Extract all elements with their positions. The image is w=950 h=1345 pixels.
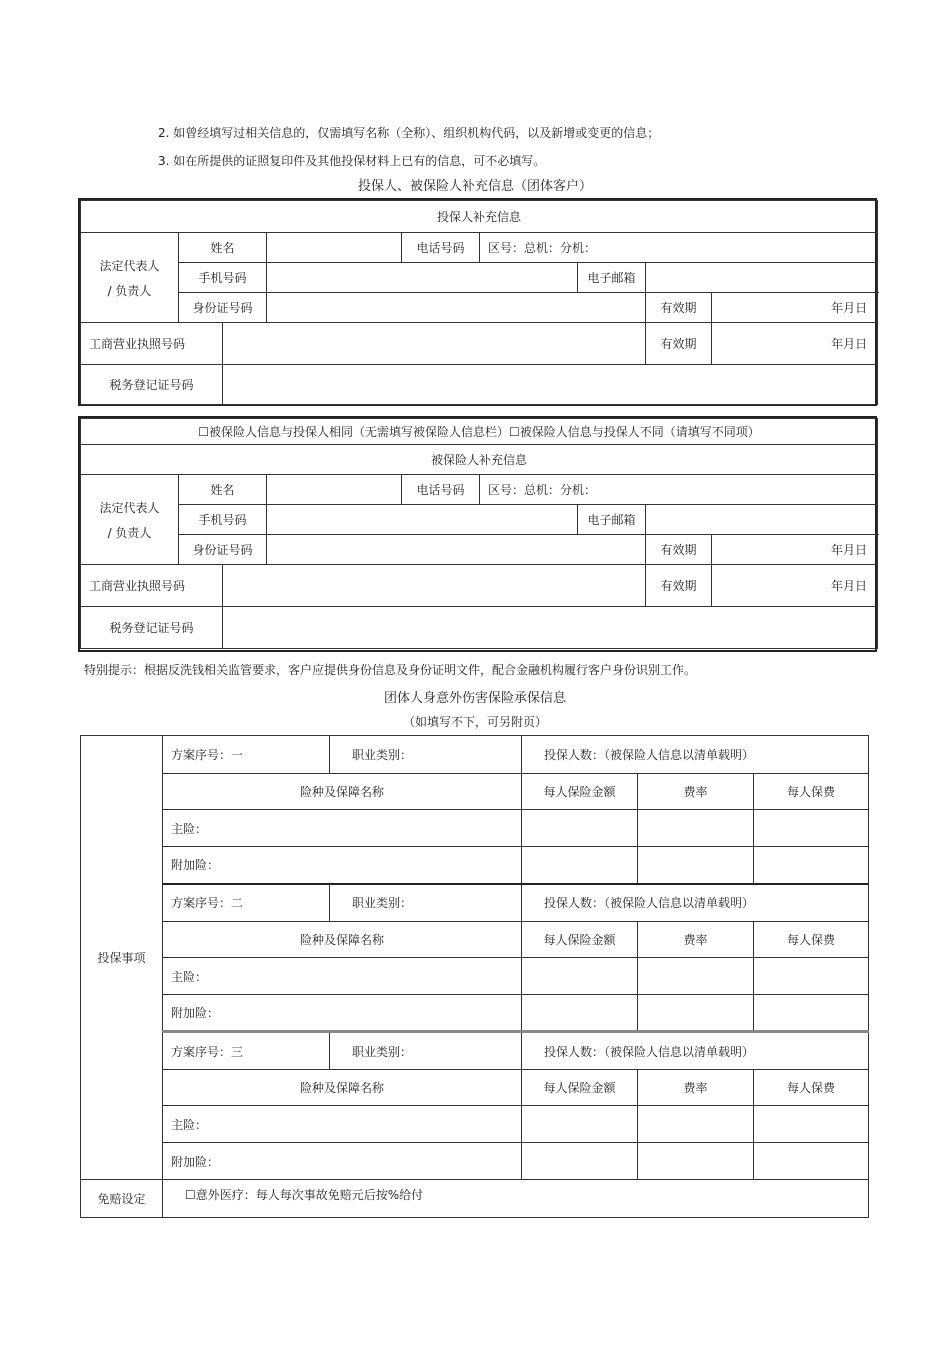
legal-rep-line2: / 负责人 (107, 283, 152, 298)
insured-biz-license-label: 工商营业执照号码 (81, 565, 223, 607)
col-coverage-name: 险种及保障名称 (163, 922, 522, 958)
applicant-mobile-boxes[interactable] (267, 263, 578, 293)
applicant-legal-rep-label (81, 233, 179, 323)
col-sum-insured: 每人保险金额 (522, 774, 638, 810)
premium-cell[interactable] (754, 847, 869, 884)
insured-header: 被保险人补充信息 (81, 445, 878, 475)
sum-insured-cell[interactable] (522, 1143, 638, 1180)
col-premium: 每人保费 (754, 922, 869, 958)
insured-count-field[interactable]: 投保人数：（被保险人信息以清单载明） (522, 1032, 869, 1070)
deductible-label: 免赔设定 (81, 1180, 163, 1218)
applicant-tax-label: 税务登记证号码 (81, 365, 223, 405)
main-coverage-field[interactable]: 主险： (163, 958, 522, 995)
insured-same-choice[interactable]: ☐被保险人信息与投保人相同（无需填写被保险人信息栏）☐被保险人信息与投保人不同（请填写不同项） (81, 419, 878, 445)
insured-id-boxes[interactable] (267, 535, 646, 565)
insured-id-label: 身份证号码 (179, 535, 267, 565)
col-sum-insured: 每人保险金额 (522, 922, 638, 958)
col-sum-insured: 每人保险金额 (522, 1070, 638, 1106)
applicant-biz-license-field[interactable] (223, 323, 646, 365)
note-3: 3. 如在所提供的证照复印件及其他投保材料上已有的信息，可不必填写。 (158, 154, 546, 168)
applicant-biz-validity-label: 有效期 (646, 323, 712, 365)
premium-cell[interactable] (754, 995, 869, 1032)
premium-cell[interactable] (754, 958, 869, 995)
insured-mobile-boxes[interactable] (267, 505, 578, 535)
group-subtitle: （如填写不下，可另附页） (402, 715, 547, 729)
applicant-phone-field[interactable]: 区号：总机：分机： (480, 233, 878, 263)
insured-legal-rep-label (81, 475, 179, 565)
applicant-mobile-label: 手机号码 (179, 263, 267, 293)
applicant-id-validity-label: 有效期 (646, 293, 712, 323)
insured-tax-label: 税务登记证号码 (81, 607, 223, 649)
occupation-field[interactable]: 职业类别： (330, 884, 522, 922)
legal-rep-line2: / 负责人 (107, 525, 152, 540)
addon-coverage-field[interactable]: 附加险： (163, 1143, 522, 1180)
col-rate: 费率 (638, 922, 754, 958)
note-2: 2. 如曾经填写过相关信息的，仅需填写名称（全称）、组织机构代码，以及新增或变更的信息； (158, 126, 660, 140)
coverage-section-label: 投保事项 (81, 736, 163, 1180)
insured-name-label: 姓名 (179, 475, 267, 505)
col-rate: 费率 (638, 1070, 754, 1106)
insured-biz-validity-label: 有效期 (646, 565, 712, 607)
applicant-name-field[interactable] (267, 233, 402, 263)
occupation-field[interactable]: 职业类别： (330, 1032, 522, 1070)
sum-insured-cell[interactable] (522, 995, 638, 1032)
insured-mobile-label: 手机号码 (179, 505, 267, 535)
applicant-id-label: 身份证号码 (179, 293, 267, 323)
addon-coverage-field[interactable]: 附加险： (163, 847, 522, 884)
col-premium: 每人保费 (754, 774, 869, 810)
sum-insured-cell[interactable] (522, 958, 638, 995)
insured-biz-validity-field[interactable]: 年月日 (712, 565, 878, 607)
applicant-id-validity-field[interactable]: 年月日 (712, 293, 878, 323)
special-note: 特别提示：根据反洗钱相关监管要求，客户应提供身份信息及身份证明文件，配合金融机构履行客户身份识别工作。 (84, 663, 697, 677)
plan-no: 方案序号：一 (163, 736, 330, 774)
applicant-id-boxes[interactable] (267, 293, 646, 323)
sum-insured-cell[interactable] (522, 810, 638, 847)
insured-block (78, 416, 877, 652)
sum-insured-cell[interactable] (522, 1106, 638, 1143)
coverage-table (80, 735, 869, 1218)
insured-phone-label: 电话号码 (402, 475, 480, 505)
applicant-email-label: 电子邮箱 (578, 263, 646, 293)
rate-cell[interactable] (638, 958, 754, 995)
addon-coverage-field[interactable]: 附加险： (163, 995, 522, 1032)
insured-tax-field[interactable] (223, 607, 878, 649)
supp-info-title: 投保人、被保险人补充信息（团体客户） (357, 179, 592, 194)
col-coverage-name: 险种及保障名称 (163, 1070, 522, 1106)
legal-rep-line1: 法定代表人 (99, 258, 160, 273)
premium-cell[interactable] (754, 1106, 869, 1143)
insured-biz-license-field[interactable] (223, 565, 646, 607)
rate-cell[interactable] (638, 1143, 754, 1180)
col-premium: 每人保费 (754, 1070, 869, 1106)
insured-id-validity-label: 有效期 (646, 535, 712, 565)
applicant-block (78, 198, 877, 406)
insured-name-field[interactable] (267, 475, 402, 505)
rate-cell[interactable] (638, 1106, 754, 1143)
rate-cell[interactable] (638, 995, 754, 1032)
plan-no: 方案序号：二 (163, 884, 330, 922)
rate-cell[interactable] (638, 847, 754, 884)
rate-cell[interactable] (638, 810, 754, 847)
applicant-biz-license-label: 工商营业执照号码 (81, 323, 223, 365)
applicant-header: 投保人补充信息 (81, 201, 878, 233)
plan-no: 方案序号：三 (163, 1032, 330, 1070)
insured-email-field[interactable] (646, 505, 878, 535)
insured-id-validity-field[interactable]: 年月日 (712, 535, 878, 565)
applicant-name-label: 姓名 (179, 233, 267, 263)
insured-count-field[interactable]: 投保人数：（被保险人信息以清单载明） (522, 736, 869, 774)
applicant-tax-field[interactable] (223, 365, 878, 405)
occupation-field[interactable]: 职业类别： (330, 736, 522, 774)
deductible-option[interactable]: ☐意外医疗：每人每次事故免赔元后按%给付 (163, 1180, 869, 1218)
insured-email-label: 电子邮箱 (578, 505, 646, 535)
applicant-biz-validity-field[interactable]: 年月日 (712, 323, 878, 365)
col-rate: 费率 (638, 774, 754, 810)
group-title: 团体人身意外伤害保险承保信息 (383, 691, 566, 706)
main-coverage-field[interactable]: 主险： (163, 1106, 522, 1143)
insured-phone-field[interactable]: 区号：总机：分机： (480, 475, 878, 505)
legal-rep-line1: 法定代表人 (99, 500, 160, 515)
premium-cell[interactable] (754, 810, 869, 847)
premium-cell[interactable] (754, 1143, 869, 1180)
applicant-email-field[interactable] (646, 263, 878, 293)
col-coverage-name: 险种及保障名称 (163, 774, 522, 810)
main-coverage-field[interactable]: 主险： (163, 810, 522, 847)
applicant-phone-label: 电话号码 (402, 233, 480, 263)
insured-count-field[interactable]: 投保人数：（被保险人信息以清单载明） (522, 884, 869, 922)
sum-insured-cell[interactable] (522, 847, 638, 884)
